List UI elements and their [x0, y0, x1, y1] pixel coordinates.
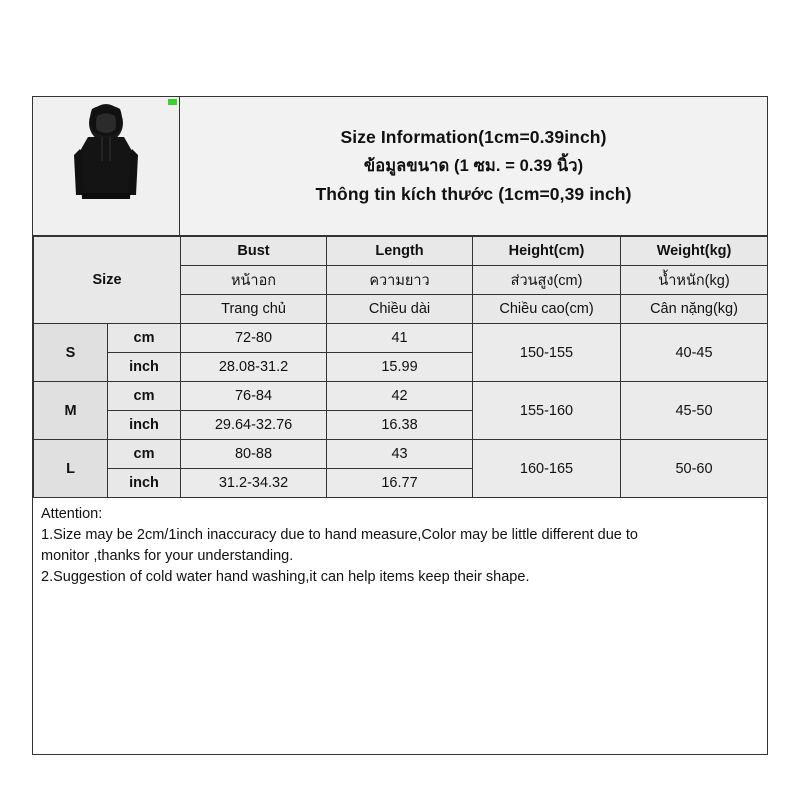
header-weight-th: น้ำหนัก(kg): [621, 266, 768, 295]
header-bust-en: Bust: [181, 237, 327, 266]
row-size-s: S: [34, 324, 108, 382]
height-s: 150-155: [473, 324, 621, 382]
title-english: Size Information(1cm=0.39inch): [340, 127, 607, 147]
bust-cm-m: 76-84: [181, 382, 327, 411]
hoodie-illustration: [66, 103, 146, 221]
title-block: [180, 97, 767, 235]
attention-block: [33, 498, 767, 596]
header-length-vi: Chiều dài: [327, 295, 473, 324]
unit-cm-m: cm: [108, 382, 181, 411]
table-row: [34, 382, 768, 411]
bust-inch-m: 29.64-32.76: [181, 411, 327, 440]
unit-inch-l: inch: [108, 469, 181, 498]
chart-header: [33, 97, 767, 236]
unit-inch-s: inch: [108, 353, 181, 382]
header-weight-vi: Cân nặng(kg): [621, 295, 768, 324]
header-bust-vi: Trang chủ: [181, 295, 327, 324]
row-size-m: M: [34, 382, 108, 440]
green-marker-icon: [168, 99, 177, 105]
product-photo: [33, 97, 179, 235]
table-row: [34, 324, 768, 353]
bust-inch-s: 28.08-31.2: [181, 353, 327, 382]
length-inch-m: 16.38: [327, 411, 473, 440]
header-size-label: Size: [34, 237, 181, 324]
size-chart: [32, 96, 768, 755]
title-thai: ข้อมูลขนาด (1 ซม. = 0.39 นิ้ว): [363, 157, 584, 175]
height-l: 160-165: [473, 440, 621, 498]
header-weight-en: Weight(kg): [621, 237, 768, 266]
height-m: 155-160: [473, 382, 621, 440]
length-cm-m: 42: [327, 382, 473, 411]
attention-line-3: 2.Suggestion of cold water hand washing,it can help items keep their shape.: [41, 569, 530, 586]
header-bust-th: หน้าอก: [181, 266, 327, 295]
attention-line-1: 1.Size may be 2cm/1inch inaccuracy due to hand measure,Color may be little different due to: [41, 527, 638, 544]
unit-cm-s: cm: [108, 324, 181, 353]
title-vietnamese: Thông tin kích thước (1cm=0,39 inch): [315, 184, 632, 204]
measurements-table: [33, 236, 768, 498]
header-height-vi: Chiều cao(cm): [473, 295, 621, 324]
attention-line-2: monitor ,thanks for your understanding.: [41, 548, 294, 565]
table-row: [34, 440, 768, 469]
attention-heading: Attention:: [41, 506, 103, 522]
header-height-en: Height(cm): [473, 237, 621, 266]
length-inch-s: 15.99: [327, 353, 473, 382]
unit-inch-m: inch: [108, 411, 181, 440]
length-inch-l: 16.77: [327, 469, 473, 498]
weight-l: 50-60: [621, 440, 768, 498]
header-height-th: ส่วนสูง(cm): [473, 266, 621, 295]
header-length-en: Length: [327, 237, 473, 266]
bust-cm-s: 72-80: [181, 324, 327, 353]
bust-inch-l: 31.2-34.32: [181, 469, 327, 498]
bust-cm-l: 80-88: [181, 440, 327, 469]
row-size-l: L: [34, 440, 108, 498]
weight-m: 45-50: [621, 382, 768, 440]
length-cm-l: 43: [327, 440, 473, 469]
unit-cm-l: cm: [108, 440, 181, 469]
weight-s: 40-45: [621, 324, 768, 382]
product-image-cell: [33, 97, 180, 235]
length-cm-s: 41: [327, 324, 473, 353]
table-header-row-en: [34, 237, 768, 266]
header-length-th: ความยาว: [327, 266, 473, 295]
